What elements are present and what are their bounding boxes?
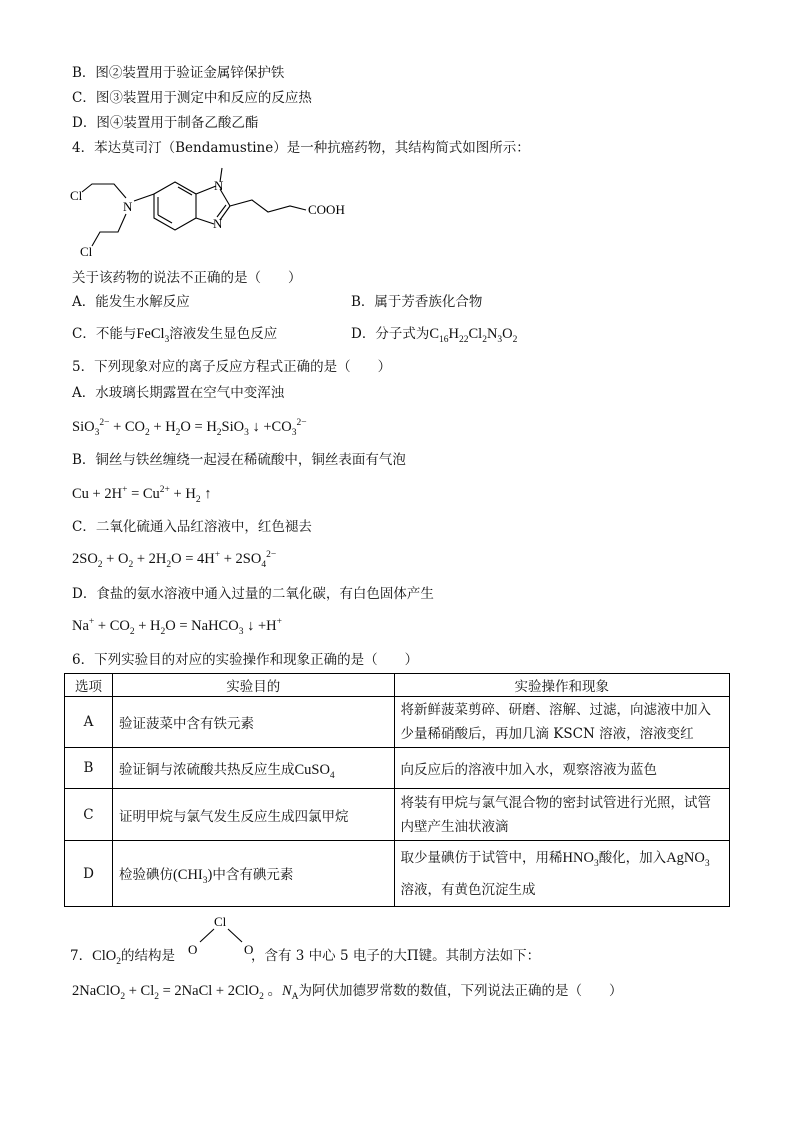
q4-stem: 4．苯达莫司汀（Bendamustine）是一种抗癌药物，其结构简式如图所示： [72,140,530,156]
q5-option-d: D．食盐的氨水溶液中通入过量的二氧化碳，有白色固体产生 [72,586,434,602]
bendamustine-structure [70,162,360,262]
q7-line1: 7．ClO$_2$的结构是 ，含有 3 中心 5 电子的大Π键。其制方法如下： [70,948,541,967]
row-operation: 向反应后的溶液中加入水，观察溶液为蓝色 [394,748,729,789]
cl2-label: Cl [80,244,93,259]
table-row [65,789,730,841]
o1-label: O [188,942,198,957]
q3-option-b: B．图②装置用于验证金属锌保护铁 [72,65,285,81]
o2-label: O [244,942,254,957]
row-operation: 将新鲜菠菜剪碎、研磨、溶解、过滤，向滤液中加入少量稀硝酸后，再加几滴 KSCN 溶液，溶液变红 [394,697,729,748]
table-row [65,748,730,789]
q6-stem: 6．下列实验目的对应的实验操作和现象正确的是（ ） [72,652,419,668]
cooh-label: COOH [308,202,345,217]
q4-option-a: A．能发生水解反应 [72,294,190,310]
cl-label: Cl [214,914,227,929]
row-operation: 取少量碘仿于试管中，用稀$HNO_3$酸化，加入AgNO$_3$ 溶液，有黄色沉淀生成 [394,841,729,907]
header-option: 选项 [65,674,113,697]
q4-option-b: B．属于芳香族化合物 [351,294,483,310]
row-option: B [65,748,113,789]
cl1-label: Cl [70,188,83,203]
header-operation: 实验操作和现象 [394,674,729,697]
q5-option-b: B．铜丝与铁丝缠绕一起浸在稀硫酸中，铜丝表面有气泡 [72,452,406,468]
row-goal: 检验碘仿$(CHI_3)$中含有碘元素 [112,841,394,907]
clo2-structure [184,912,260,960]
table-row [65,697,730,748]
row-option: A [65,697,113,748]
q6-table [64,673,730,907]
q4-option-c: C．不能与FeCl$_3$溶液发生显色反应 [72,326,278,345]
row-goal: 验证菠菜中含有铁元素 [112,697,394,748]
q4-question: 关于该药物的说法不正确的是（ ） [72,270,302,286]
n3-label: N [123,199,133,214]
q3-option-c: C．图③装置用于测定中和反应的反应热 [72,90,312,106]
n1-label: N [214,178,224,193]
q5-equation-d: $Na^+ + CO_2 + H_2O$ = NaHCO$_3$ ↓ +H+ [72,617,282,637]
q5-stem: 5．下列现象对应的离子反应方程式正确的是（ ） [72,359,392,375]
q5-equation-b: $Cu + 2H^+ = Cu^{2+} + H_2$ ↑ [72,485,212,505]
q5-option-c: C．二氧化硫通入品红溶液中，红色褪去 [72,519,312,535]
row-option: C [65,789,113,841]
row-goal: 验证铜与浓硫酸共热反应生成CuSO$_4$ [112,748,394,789]
n2-label: N [213,216,223,231]
row-option: D [65,841,113,907]
table-header-row [65,674,730,697]
q5-equation-a: $SiO_3^{2-} + CO_2 + H_2O = H_2SiO_3$ ↓ $+CO_3^{2-}$ [72,418,307,438]
q7-line2: 2NaClO$_2$ + $Cl_2$ = 2NaCl + 2ClO$_2$ 。$N_A$为阿伏加德罗常数的数值，下列说法正确的是（ ） [72,983,623,1002]
q3-option-d: D．图④装置用于制备乙酸乙酯 [72,115,259,131]
q5-option-a: A．水玻璃长期露置在空气中变浑浊 [72,385,285,401]
row-operation: 将装有甲烷与氯气混合物的密封试管进行光照，试管内壁产生油状液滴 [394,789,729,841]
table-row [65,841,730,907]
row-goal: 证明甲烷与氯气发生反应生成四氯甲烷 [112,789,394,841]
q5-equation-c: $2SO_2 + O_2 + 2H_2O = 4H^+ + 2SO_4^{2-}$ [72,550,277,570]
q4-option-d: D．分子式为$C_{16}H_{22}Cl_2N_3O_2$ [351,326,518,345]
header-goal: 实验目的 [112,674,394,697]
